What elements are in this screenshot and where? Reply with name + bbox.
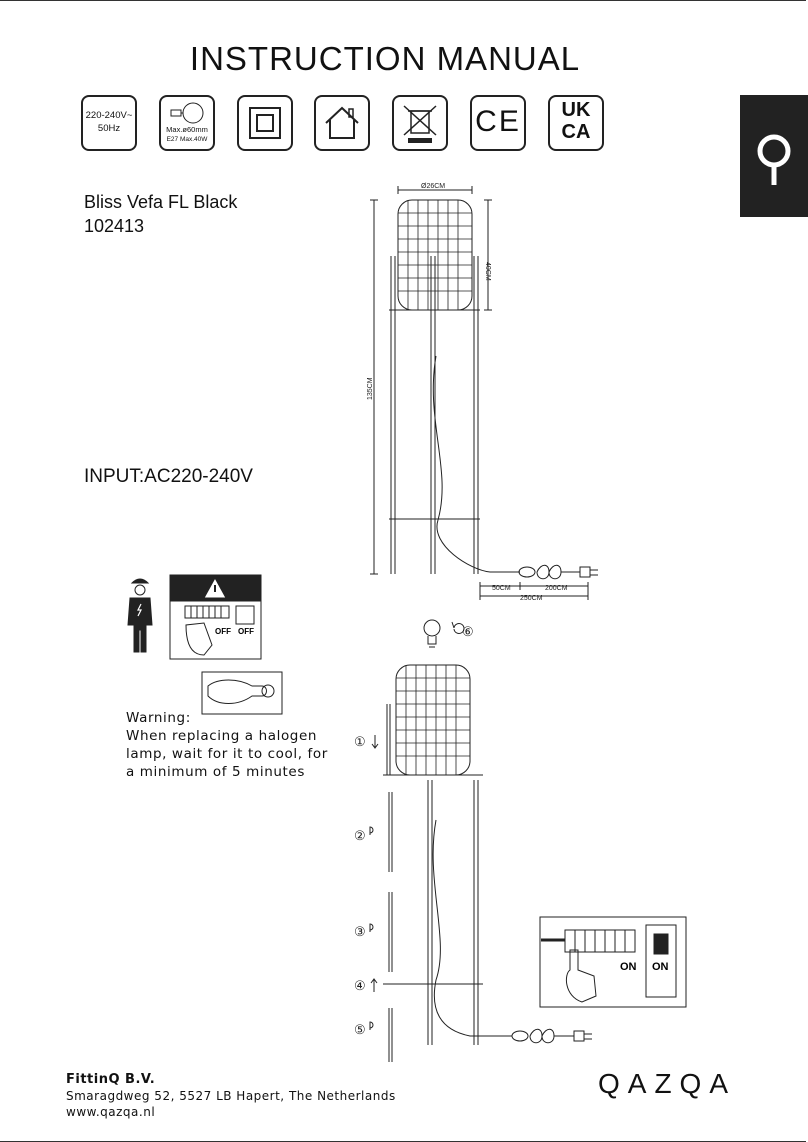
dimension-cable-total: 250CM: [520, 595, 543, 602]
step-5-marker: ⑤: [354, 1022, 366, 1037]
ukca-mark-bottom: CA: [561, 121, 591, 143]
step-2-marker: ②: [354, 828, 366, 843]
ukca-mark-top: UK: [561, 99, 591, 121]
company-address: Smaragdweg 52, 5527 LB Hapert, The Netherlands: [66, 1089, 396, 1103]
voltage-label: 220-240V~: [85, 110, 133, 121]
electrician-icon: [128, 579, 152, 652]
switch-off-label-left: OFF: [215, 627, 231, 636]
bulb-install-icon: [424, 620, 464, 647]
switch-on-label-right: ON: [652, 961, 669, 973]
dimension-cable-to-switch: 50CM: [492, 585, 511, 592]
frequency-label: 50Hz: [97, 123, 121, 134]
step-3-marker: ③: [354, 924, 366, 939]
bulb-socket: E27 Max.40W: [166, 136, 208, 143]
warning-line-3: a minimum of 5 minutes: [126, 764, 305, 780]
step-1-marker: ①: [354, 734, 366, 749]
hand-holding-bulb-icon: [202, 672, 282, 714]
dimension-total-height: 135CM: [367, 377, 374, 400]
input-voltage: INPUT:AC220-240V: [84, 466, 253, 487]
lamp-dimension-drawing: [370, 186, 598, 600]
warning-text: [126, 709, 328, 781]
dimension-shade-height: 40CM: [484, 262, 491, 281]
switch-on-label-left: ON: [620, 961, 637, 973]
bulb-max-diameter: Max.ø60mm: [166, 125, 208, 134]
company-footer: [66, 1072, 396, 1120]
step-6-marker: ⑥: [462, 624, 474, 639]
page-title: INSTRUCTION MANUAL: [189, 40, 581, 77]
warning-line-1: When replacing a halogen: [126, 728, 318, 744]
warning-line-2: lamp, wait for it to cool, for: [126, 746, 328, 762]
company-name: FittinQ B.V.: [66, 1072, 156, 1087]
step-4-marker: ④: [354, 978, 366, 993]
warning-heading: Warning:: [126, 710, 191, 726]
lamp-assembly-drawing: [370, 665, 592, 1062]
qazqa-logo: QAZQA: [598, 1068, 737, 1099]
switch-off-panel: [170, 575, 261, 659]
dimension-switch-to-plug: 200CM: [545, 585, 568, 592]
company-website[interactable]: www.qazqa.nl: [66, 1105, 156, 1119]
dimension-diameter: Ø26CM: [421, 183, 446, 190]
ce-mark: CE: [475, 105, 521, 138]
product-name: Bliss Vefa FL Black: [84, 192, 238, 212]
product-code: 102413: [84, 216, 145, 236]
switch-off-label-right: OFF: [238, 627, 254, 636]
